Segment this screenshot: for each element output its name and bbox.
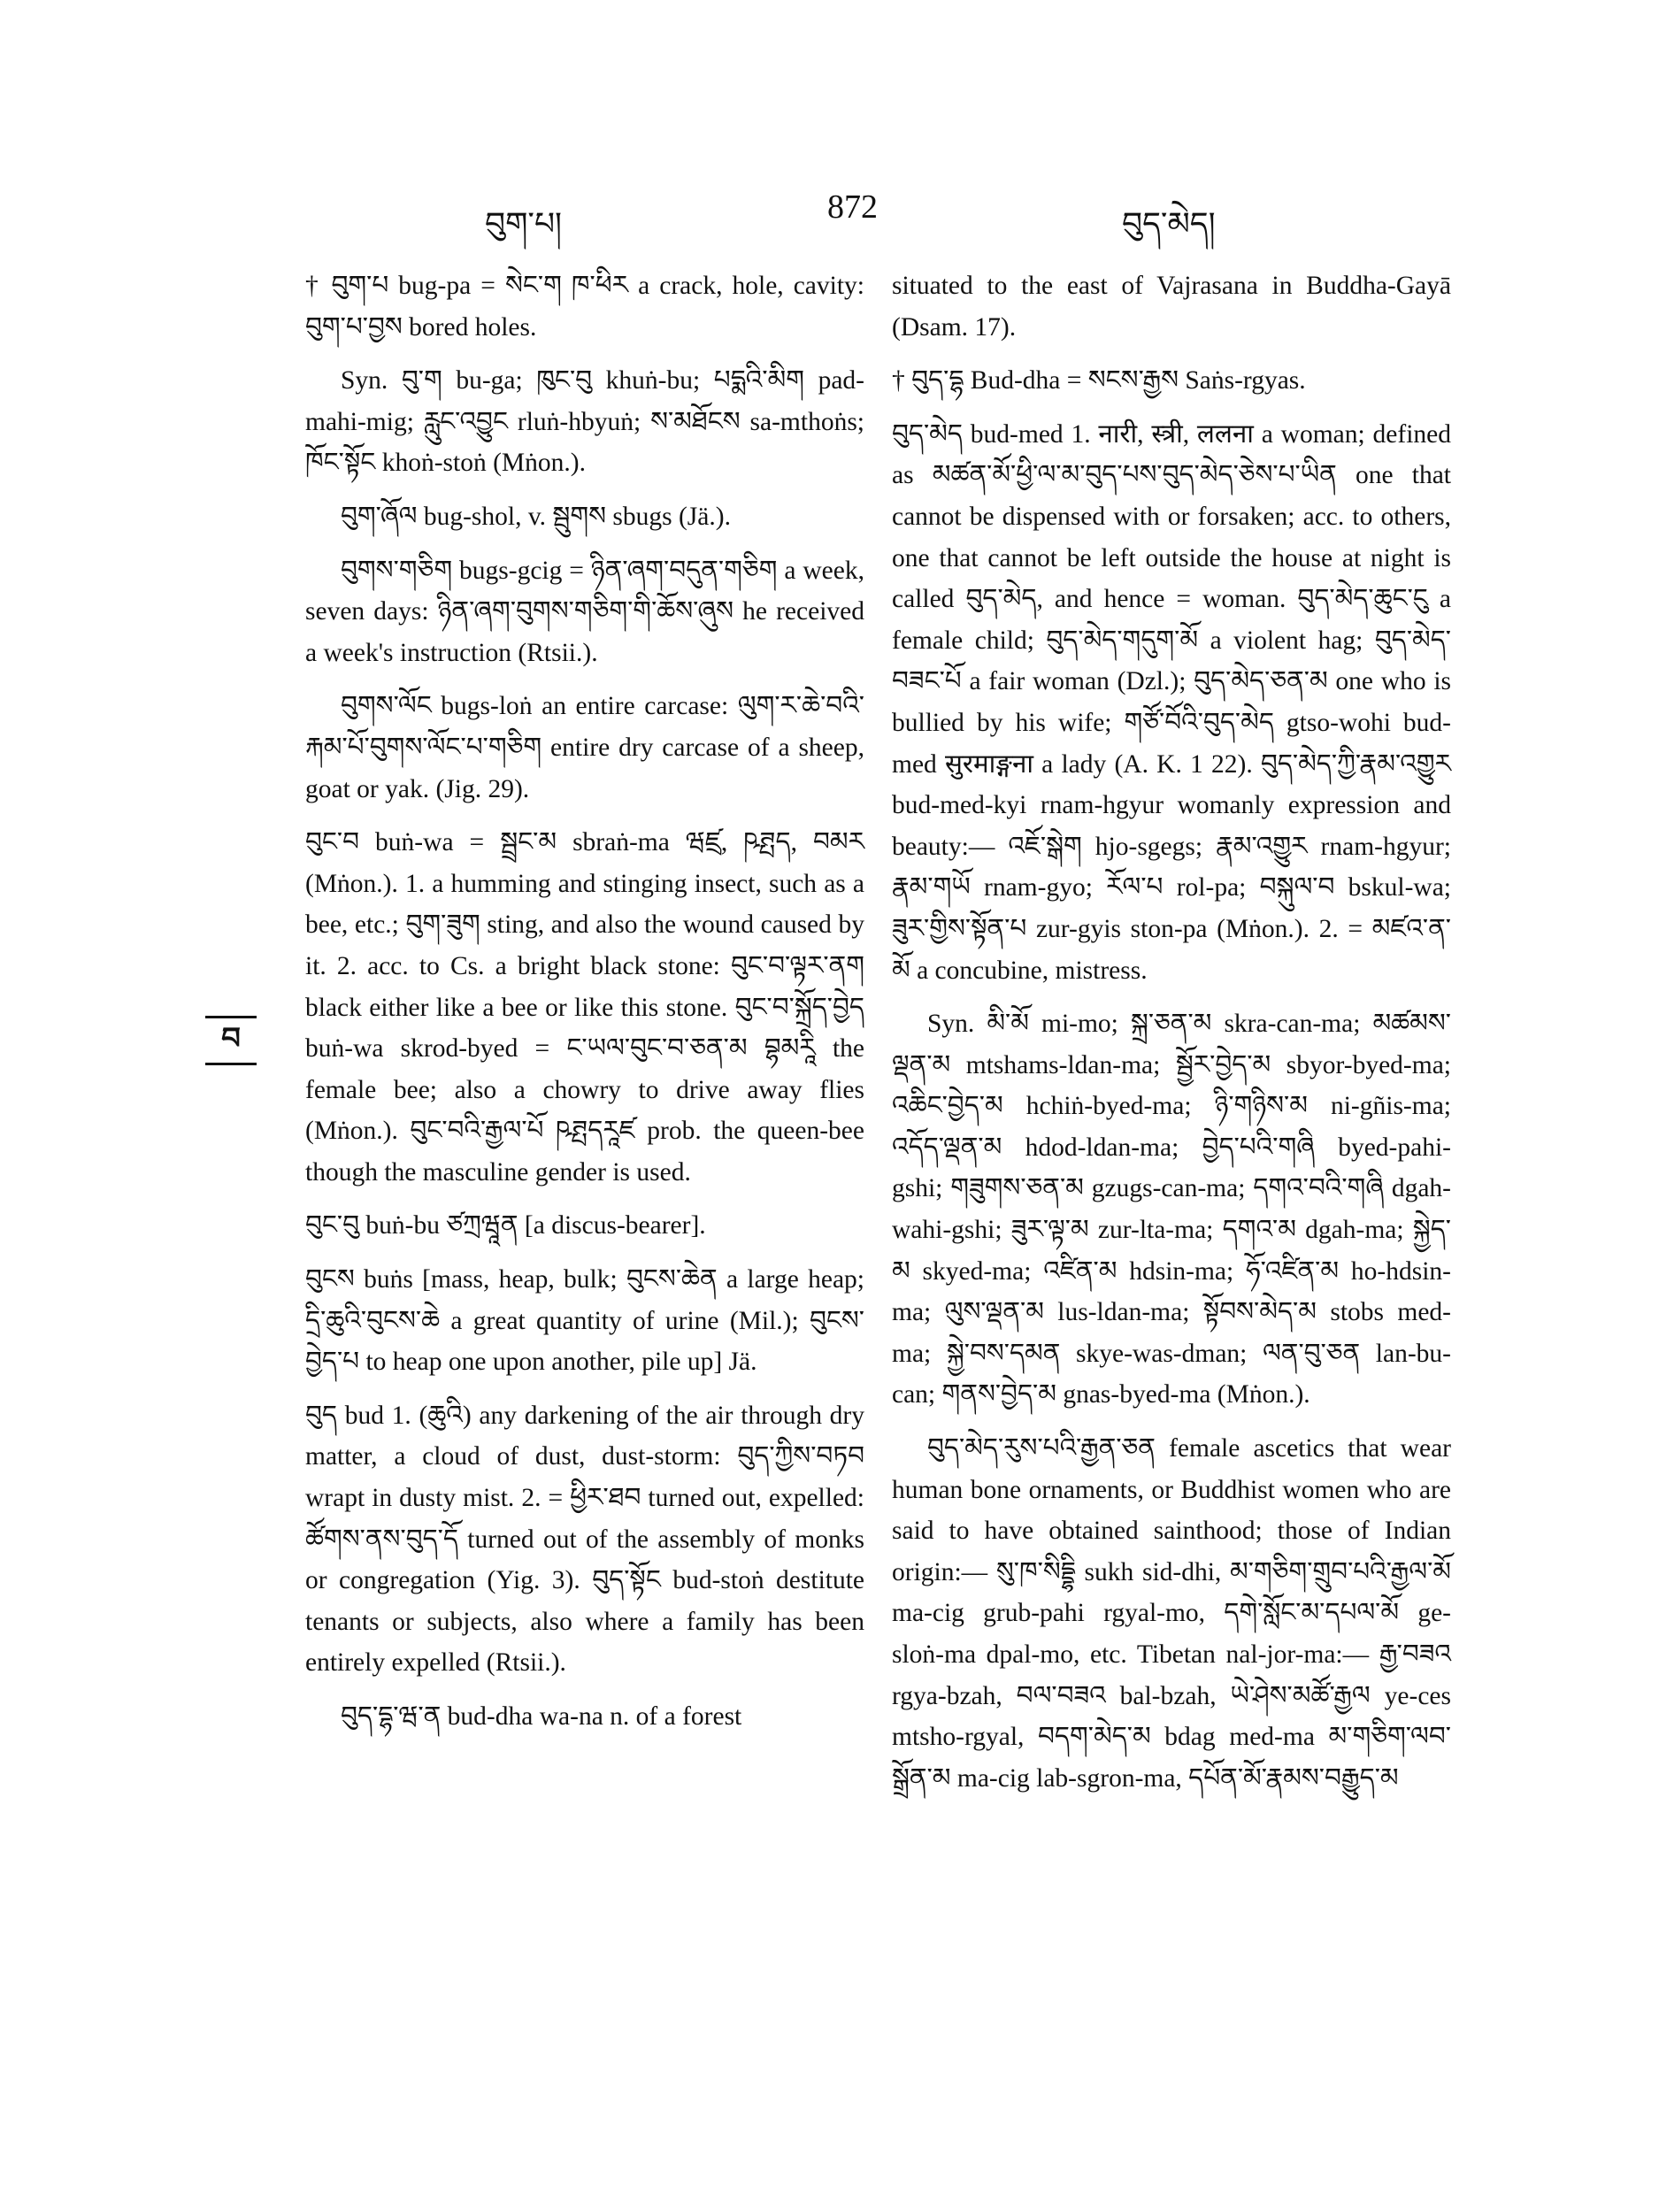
entry-bud: བུད bud 1. (ཆུའི) any darkening of the air through dry matter, a cloud of dust, dust-storm: བུད་ཀྱིས་བཏབ wrapt in dusty mist. 2. = ཕྱིར་ཐབ turned out, expelled: ཚོགས་ནས་བུད་དོ turned out of the assembly of monks or congregation (Yig. 3). བུད་སྟོང bud-stoṅ destitute tenants or subjects, also where a family has been entirely expelled (Rtsii.).	[305, 1401, 864, 1678]
side-index-tab: བ	[205, 1016, 257, 1065]
header-left-word: བུག་པ།	[485, 206, 563, 242]
right-column	[892, 265, 1451, 1811]
entry-bun-bu: བུང་བུ buṅ-bu ཙཀྲཝཱན [a discus-bearer].	[305, 1211, 706, 1240]
entry-bud-med-synonyms: Syn. མི་མོ mi-mo; སྐྲ་ཅན་མ skra-can-ma; མཚམས་ལྡན་མ mtshams-ldan-ma; སྦྱོར་བྱེད་མ sbyor-byed-ma; འཆིང་བྱེད་མ hchiṅ-byed-ma; ཉི་གཉིས་མ ni-gñis-ma; འདོད་ལྡན་མ hdod-ldan-ma; བྱེད་པའི་གཞི byed-pahi-gshi; གཟུགས་ཅན་མ gzugs-can-ma; དགའ་བའི་གཞི dgah-wahi-gshi; ཟུར་ལྟ་མ zur-lta-ma; དགའ་མ dgah-ma; སྐྱེད་མ skyed-ma; འཛིན་མ hdsin-ma; ཧོ་འཛིན་མ ho-hdsin-ma; ལུས་ལྡན་མ lus-ldan-ma; སྟོབས་མེད་མ stobs med-ma; སྐྱེ་བས་དམན skye-was-dman; ལན་བུ་ཅན lan-bu-can; གནས་བྱེད་མ gnas-byed-ma (Mṅon.).	[892, 1010, 1451, 1409]
entry-bug-shol: བུག་ཞོལ bug-shol, v. སྦུགས sbugs (Jä.).	[341, 502, 731, 531]
entry-bug-pa-synonyms: Syn. བུ་ག bu-ga; ཁུང་བུ khuṅ-bu; པདྨའི་མིག pad-mahi-mig; རླུང་འབྱུང rluṅ-hbyuṅ; ས་མཐོངས sa-mthoṅs; ཁོང་སྟོང khoṅ-stoṅ (Mṅon.).	[305, 366, 864, 478]
entry-bun-wa: བུང་བ buṅ-wa = སྦྲང་མ sbraṅ-ma ཝཛྲ, ཥཊྤད, བམར (Mṅon.). 1. a humming and stinging insect, such as a bee, etc.; བུག་ཟུག sting, and also the wound caused by it. 2. acc. to Cs. a bright black stone: བུང་བ་ལྟར་ནག black either like a bee or like this stone. བུང་བ་སྐྲོད་བྱེད buṅ-wa skrod-byed = ང་ཡལ་བུང་བ་ཅན་མ བྷམརཱི the female bee; also a chowry to drive away flies (Mṅon.). བུང་བའི་རྒྱལ་པོ ཥཊྤདརཱཛ prob. the queen-bee though the masculine gender is used.	[305, 828, 864, 1187]
entry-bugs-lon: བུགས་ལོང bugs-loṅ an entire carcase: ལུག་ར་ཆེ་བའི་རྐམ་པོ་བུགས་ལོང་པ་གཅིག entire dry carcase of a sheep, goat or yak. (Jig. 29).	[305, 692, 864, 803]
entry-bud-med-ascetics: བུད་མེད་རུས་པའི་རྒྱན་ཅན female ascetics that wear human bone ornaments, or Buddhist women who are said to have obtained sainthood; those of Indian origin:— སུ་ཁ་སིདྡྷི sukh sid-dhi, མ་གཅིག་གྲུབ་པའི་རྒྱལ་མོ ma-cig grub-pahi rgyal-mo, དགེ་སློང་མ་དཔལ་མོ ge-sloṅ-ma dpal-mo, etc. Tibetan nal-jor-ma:— རྒྱ་བཟའ rgya-bzah, བལ་བཟའ bal-bzah, ཡེ་ཤེས་མཚོ་རྒྱལ ye-ces mtsho-rgyal, བདག་མེད་མ bdag med-ma མ་གཅིག་ལབ་སྒྲོན་མ ma-cig lab-sgron-ma, དཔོན་མོ་རྣམས་བརྒྱུད་མ	[892, 1434, 1451, 1793]
entry-bud-dha-wa-na-cont: situated to the east of Vajrasana in Buddha-Gayā (Dsam. 17).	[892, 272, 1451, 342]
entry-bug-pa: † བུག་པ bug-pa = སེང་ག ཁ་ཕིར a crack, hole, cavity: བུག་པ་བྱས bored holes.	[305, 272, 864, 342]
entry-bud-dha-wa-na: བུད་དྷ་ཝ་ན bud-dha wa-na n. of a forest	[341, 1702, 742, 1731]
header-right-word: བུད་མེད།	[1122, 206, 1216, 242]
entry-buns: བུངས buṅs [mass, heap, bulk; བུངས་ཆེན a large heap; དྲི་ཆུའི་བུངས་ཆེ a great quantity of urine (Mil.); བུངས་བྱེད་པ to heap one upon another, pile up] Jä.	[305, 1265, 864, 1377]
left-column	[305, 265, 864, 1750]
page-number: 872	[827, 188, 878, 226]
entry-bugs-gcig: བུགས་གཅིག bugs-gcig = ཉིན་ཞག་བདུན་གཅིག a week, seven days: ཉིན་ཞག་བུགས་གཅིག་གི་ཆོས་ཞུས he received a week's instruction (Rtsii.).	[305, 556, 864, 667]
entry-bud-med: བུད་མེད bud-med 1. नारी, स्त्री, ललना a woman; defined as མཚན་མོ་ཕྱི་ལ་མ་བུད་པས་བུད་མེད་ཅེས་པ་ཡིན one that cannot be dispensed with or forsaken; acc. to others, one that cannot be left outside the house at night is called བུད་མེད, and hence = woman. བུད་མེད་ཆུང་ངུ a female child; བུད་མེད་གདུག་མོ a violent hag; བུད་མེད་བཟང་པོ a fair woman (Dzl.); བུད་མེད་ཅན་མ one who is bullied by his wife; གཙོ་བོའི་བུད་མེད gtso-wohi bud-med सुरमाङ्गना a lady (A. K. 1 22). བུད་མེད་ཀྱི་རྣམ་འགྱུར bud-med-kyi rnam-hgyur womanly expression and beauty:— འཇོ་སྒེག hjo-sgegs; རྣམ་འགྱུར rnam-hgyur; རྣམ་གཡོ rnam-gyo; རོལ་པ rol-pa; བསྐུལ་བ bskul-wa; ཟུར་གྱིས་སྟོན་པ zur-gyis ston-pa (Mṅon.). 2. = མཛའ་ན་མོ a concubine, mistress.	[892, 419, 1451, 985]
entry-bud-dha: † བུད་དྷ Bud-dha = སངས་རྒྱས Saṅs-rgyas.	[892, 366, 1306, 396]
